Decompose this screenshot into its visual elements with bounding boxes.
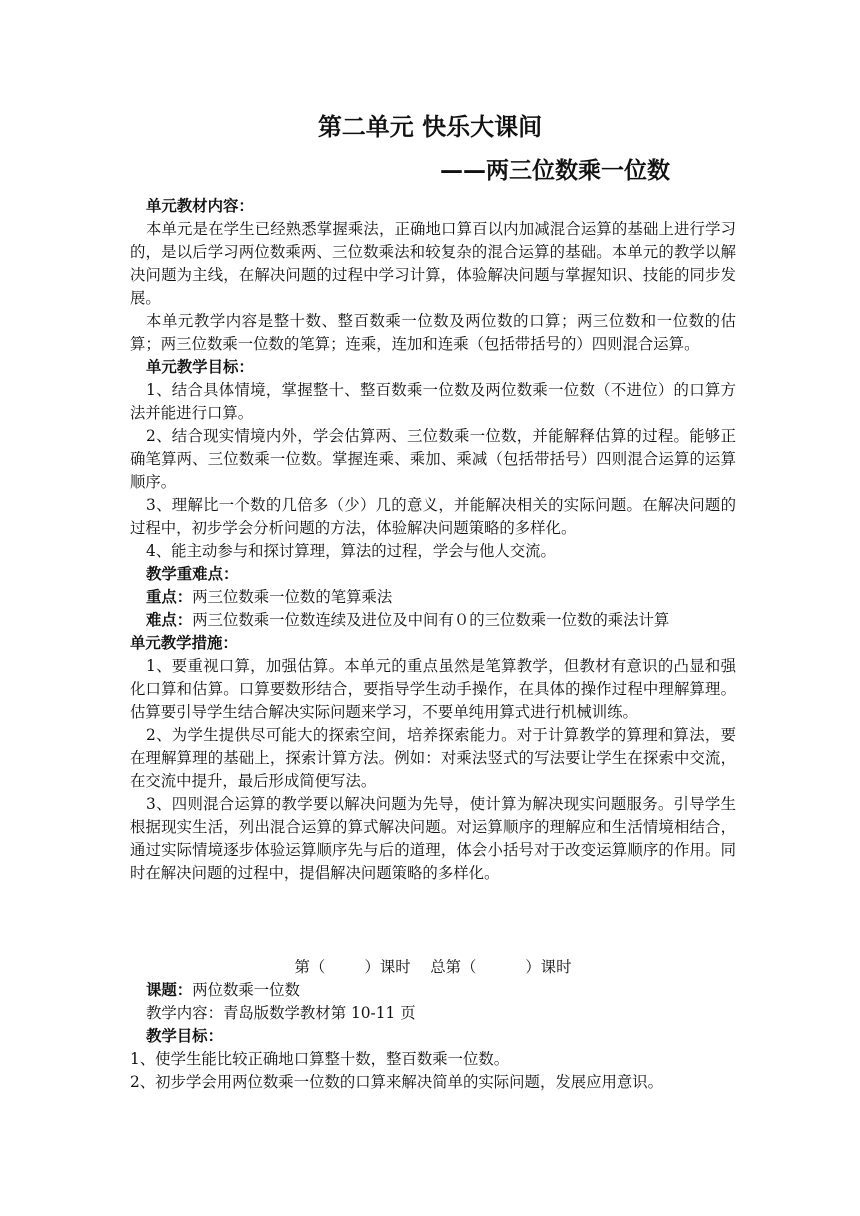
measure-item: 2、为学生提供尽可能大的探索空间，培养探索能力。对于计算教学的算理和算法，要在理解算理的基础上，探索计算方法。例如：对乘法竖式的写法要让学生在探索中交流，在交流中提升，最后形成简便写法。 (130, 726, 736, 790)
topic-text: 两位数乘一位数 (192, 981, 300, 999)
difficult-point (130, 609, 736, 632)
key-label: 重点： (146, 588, 193, 606)
content-paragraph: 本单元是在学生已经熟悉掌握乘法，正确地口算百以内加减混合运算的基础上进行学习的，是以后学习两位数乘两、三位数乘法和较复杂的混合运算的基础。本单元的教学以解决问题为主线，在解决问题的过程中学习计算，体验解决问题与掌握知识、技能的同步发展。 (130, 220, 736, 307)
key-point (130, 586, 736, 609)
page-title: 第二单元 快乐大课间 (317, 113, 543, 141)
goal-item: 4、能主动参与和探讨算理，算法的过程，学会与他人交流。 (146, 542, 556, 560)
measure-item: 1、要重视口算，加强估算。本单元的重点虽然是笔算教学，但教材有意识的凸显和强化口算和估算。口算要数形结合，要指导学生动手操作，在具体的操作过程中理解算理。估算要引导学生结合解决实际问题来学习，不要单纯用算式进行机械训练。 (130, 657, 736, 721)
keypoints-heading: 教学重难点： (146, 565, 239, 583)
lesson-topic (130, 979, 736, 1002)
content-paragraph: 本单元教学内容是整十数、整百数乘一位数及两位数的口算；两三位数和一位数的估算；两三位数乘一位数的笔算；连乘，连加和连乘（包括带括号的）四则混合运算。 (130, 312, 736, 353)
lesson-content: 教学内容：青岛版数学教材第 10-11 页 (146, 1004, 416, 1022)
content-heading: 单元教材内容： (146, 197, 254, 215)
lesson-goal-item: 2、初步学会用两位数乘一位数的口算来解决简单的实际问题，发展应用意识。 (130, 1073, 664, 1091)
lesson-goals-heading: 教学目标： (146, 1027, 223, 1045)
goal-item: 3、理解比一个数的几倍多（少）几的意义，并能解决相关的实际问题。在解决问题的过程中，初步学会分析问题的方法，体验解决问题策略的多样化。 (130, 496, 736, 537)
measure-item: 3、四则混合运算的教学要以解决问题为先导，使计算为解决现实问题服务。引导学生根据现实生活，列出混合运算的算式解决问题。对运算顺序的理解应和生活情境相结合，通过实际情境逐步体验运算顺序先与后的道理，体会小括号对于改变运算顺序的作用。同时在解决问题的过程中，提倡解决问题策略的多样化。 (130, 795, 736, 882)
goals-heading: 单元教学目标： (146, 358, 254, 376)
unit-overview (130, 195, 736, 885)
page-subtitle: ——两三位数乘一位数 (440, 158, 670, 184)
key-text: 两三位数乘一位数的笔算乘法 (192, 588, 393, 606)
diff-label: 难点： (146, 611, 193, 629)
lesson-plan (130, 956, 736, 1094)
goal-item: 2、结合现实情境内外，学会估算两、三位数乘一位数，并能解释估算的过程。能够正确笔算两、三位数乘一位数。掌握连乘、乘加、乘减（包括带括号）四则混合运算的运算顺序。 (130, 427, 736, 491)
lesson-number-line: 第（ ）课时 总第（ ）课时 (294, 958, 572, 976)
lesson-goal-item: 1、使学生能比较正确地口算整十数，整百数乘一位数。 (130, 1050, 510, 1068)
goal-item: 1、结合具体情境，掌握整十、整百数乘一位数及两位数乘一位数（不进位）的口算方法并能进行口算。 (130, 381, 736, 422)
topic-label: 课题： (146, 981, 193, 999)
diff-text: 两三位数乘一位数连续及进位及中间有０的三位数乘一位数的乘法计算 (192, 611, 670, 629)
measures-heading: 单元教学措施： (130, 634, 238, 652)
